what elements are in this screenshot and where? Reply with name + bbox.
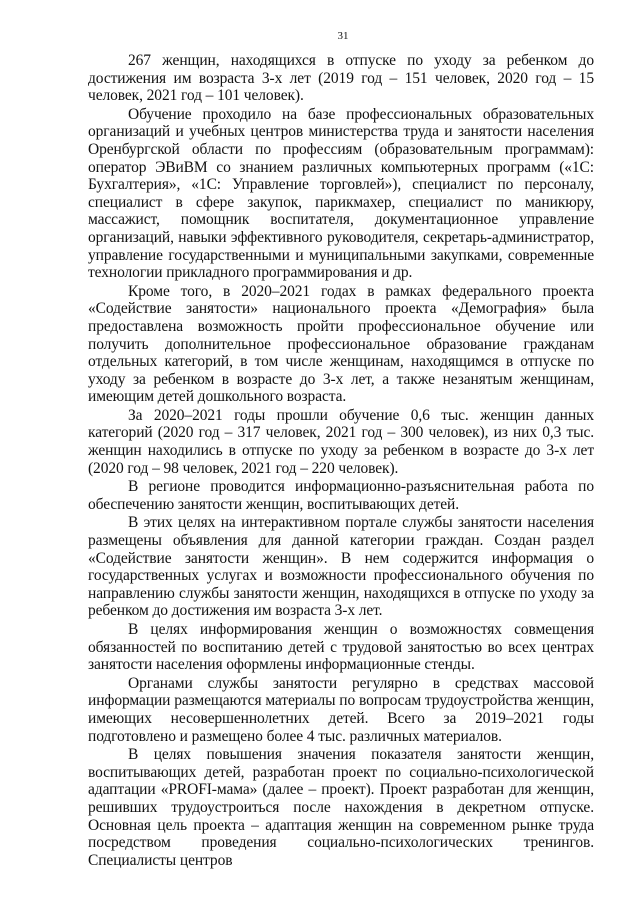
paragraph-women-on-leave-count: 267 женщин, находящихся в отпуске по уходу за ребенком до достижения им возраста 3-х лет (2019 год – 151 человек, 2020 год – 15 человек, 2021 год – 101 человек). [88,52,594,105]
paragraph-info-stands: В целях информирования женщин о возможностях совмещения обязанностей по воспитанию детей с трудовой занятостью во всех центрах занятости населения оформлены информационные стенды. [88,621,594,674]
paragraph-media-materials: Органами службы занятости регулярно в средствах массовой информации размещаются материалы по вопросам трудоустройства женщин, имеющих несовершеннолетних детей. Всего за 2019–2021 годы подготовлено и размещено более 4 тыс. различных материалов. [88,674,594,745]
paragraph-federal-project: Кроме того, в 2020–2021 годах в рамках федерального проекта «Содействие занятости» национального проекта «Демография» была предоставлена возможность пройти профессиональное обучение или получить дополнительное профессиональное образование гражданам отдельных категорий, в том числе женщинам, находящимся в отпуске по уходу за ребенком в возрасте до 3-х лет, а также незанятым женщинам, имеющим детей дошкольного возраста. [88,282,594,406]
page-number: 31 [337,30,349,42]
document-body [88,52,594,869]
paragraph-training-professions: Обучение проходило на базе профессиональных образовательных организаций и учебных центров министерства труда и занятости населения Оренбургской области по профессиям (образовательным программам): оператор ЭВиВМ со знанием различных компьютерных программ («1С: Бухгалтерия», «1С: Управление торговлей»), специалист по персоналу, специалист в сфере закупок, парикмахер, специалист по маникюру, массажист, помощник воспитателя, документационное управление организаций, навыки эффективного руководителя, секретарь-администратор, управление государственными и муниципальными закупками, современные технологии прикладного программирования и др. [88,105,594,282]
paragraph-profi-mama-project: В целях повышения значения показателя занятости женщин, воспитывающих детей, разработан проект по социально-психологической адаптации «PROFI-мама» (далее – проект). Проект разработан для женщин, решивших трудоустроиться после нахождения в декретном отпуске. Основная цель проекта – адаптация женщин на современном рынке труда посредством проведения социально-психологических тренингов. Специалисты центров [88,746,594,869]
paragraph-information-work: В регионе проводится информационно-разъяснительная работа по обеспечению занятости женщин, воспитывающих детей. [88,478,594,513]
paragraph-portal-section: В этих целях на интерактивном портале службы занятости населения размещены объявления для данной категории граждан. Создан раздел «Содействие занятости женщин». В нем содержится информация о государственных услугах и возможности профессионального обучения по направлению службы занятости женщин, находящихся в отпуске по уходу за ребенком до достижения им возраста 3-х лет. [88,514,594,620]
paragraph-training-results: За 2020–2021 годы прошли обучение 0,6 тыс. женщин данных категорий (2020 год – 317 человек, 2021 год – 300 человек), из них 0,3 тыс. женщин находились в отпуске по уходу за ребенком в возрасте до 3-х лет (2020 год – 98 человек, 2021 год – 220 человек). [88,406,594,477]
